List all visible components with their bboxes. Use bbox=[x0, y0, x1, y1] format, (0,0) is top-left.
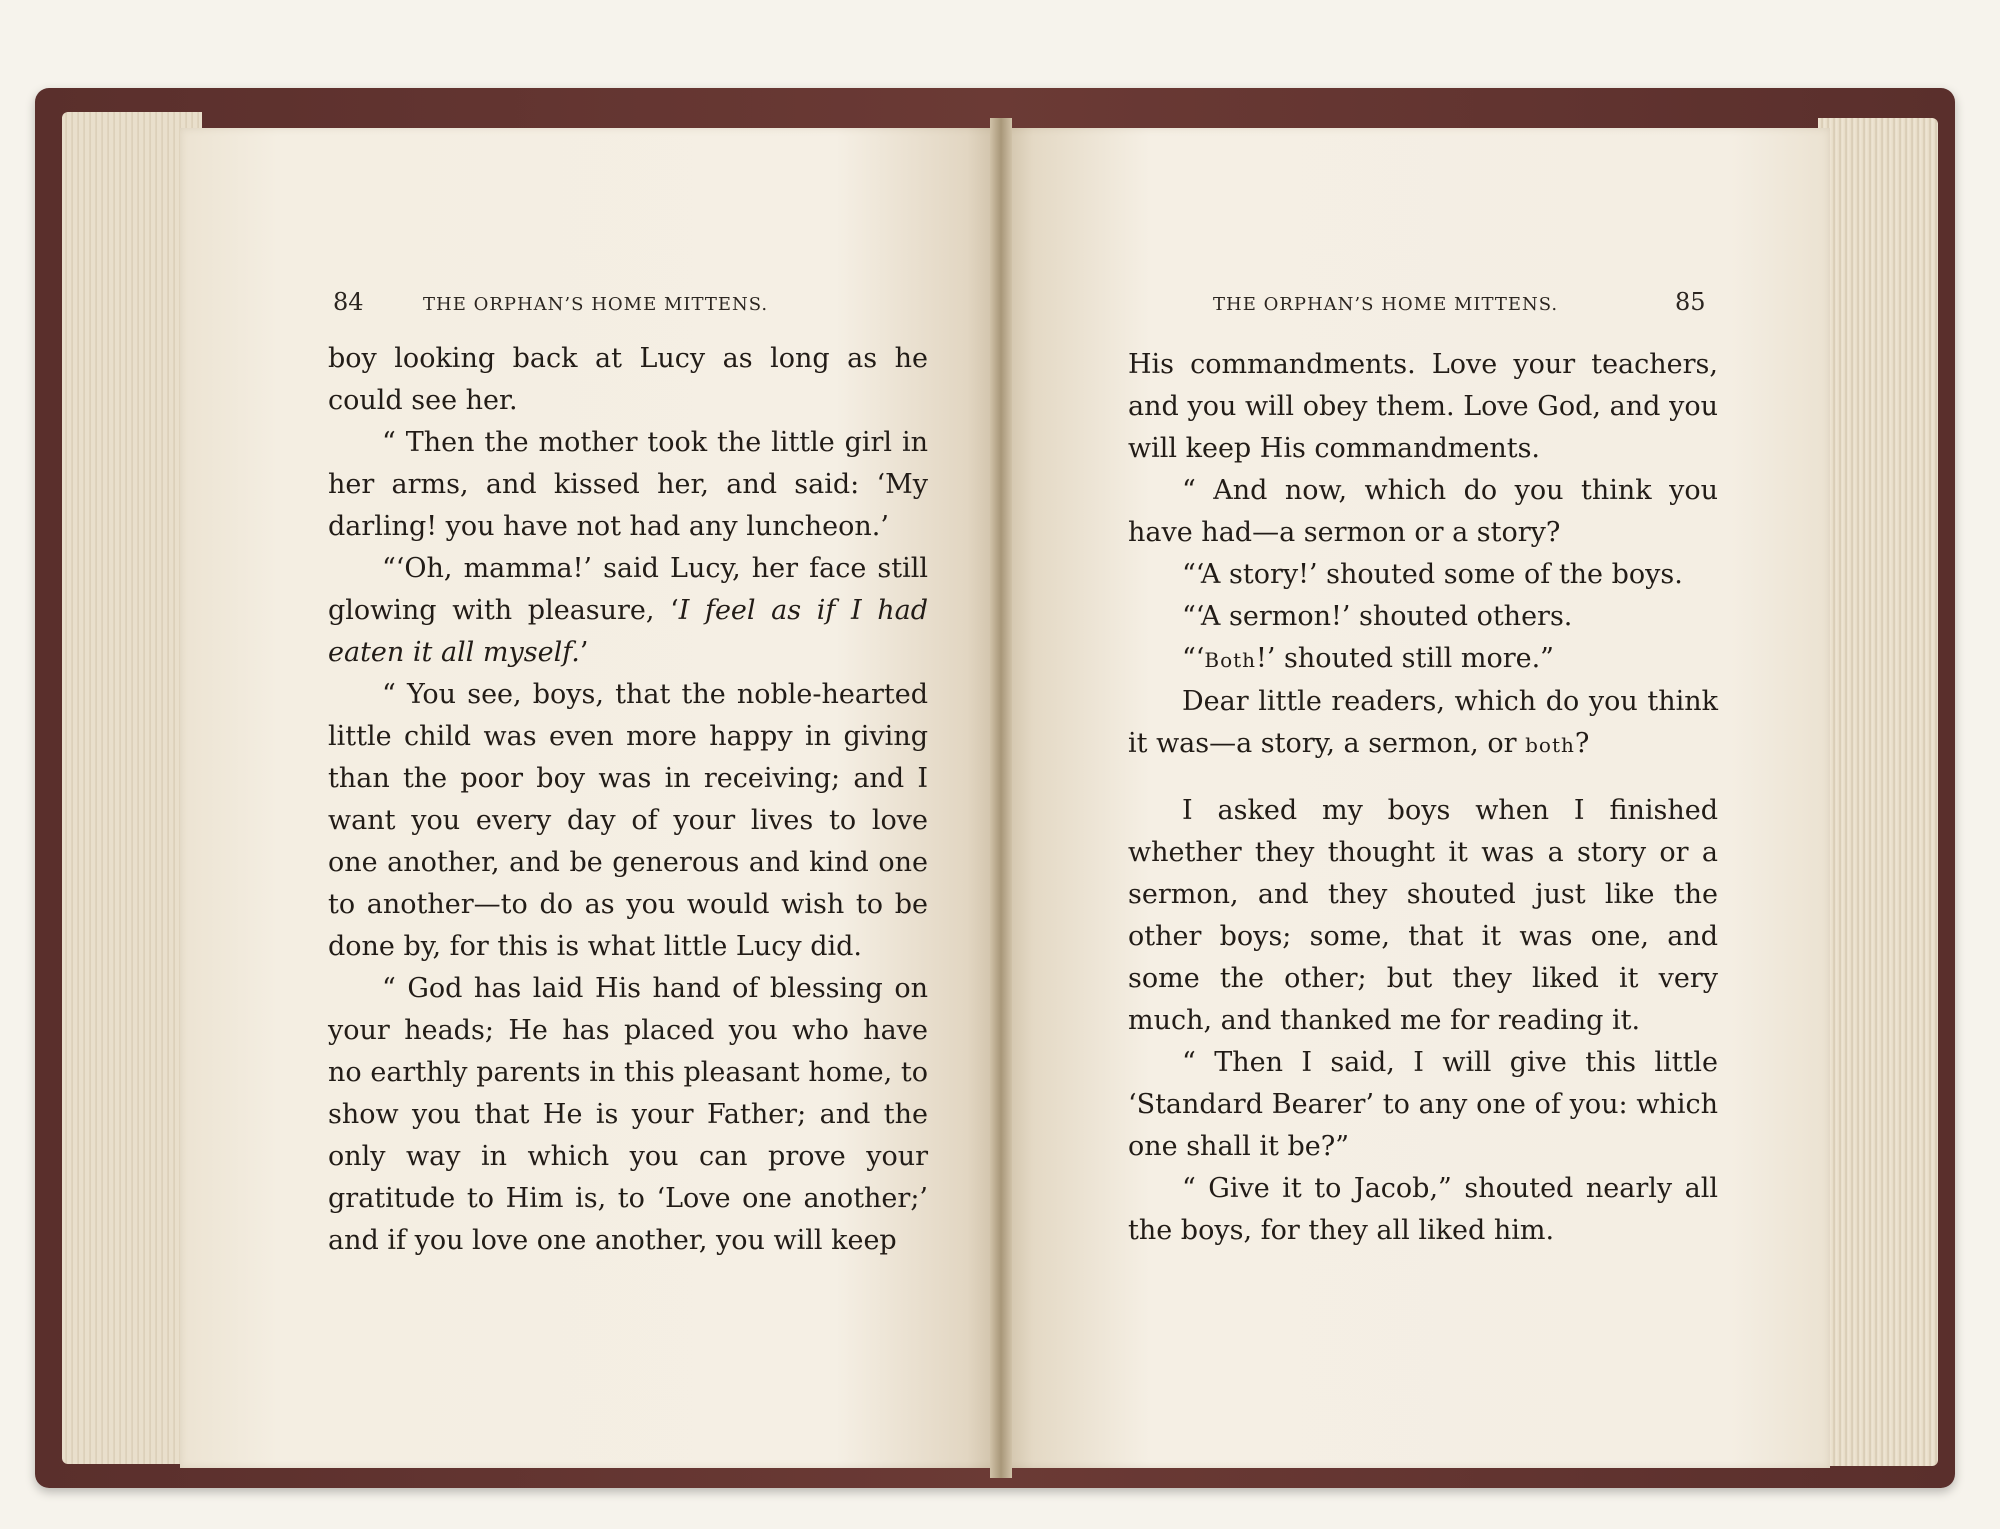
right-both-smallcaps: Both bbox=[1204, 648, 1257, 672]
left-paragraph-3 bbox=[328, 548, 928, 674]
left-running-head: THE ORPHAN’S HOME MITTENS. bbox=[423, 294, 769, 315]
right-page-number: 85 bbox=[1675, 288, 1706, 316]
left-page-number: 84 bbox=[333, 288, 364, 316]
right-running-head: THE ORPHAN’S HOME MITTENS. bbox=[1213, 294, 1559, 315]
book-gutter bbox=[990, 118, 1012, 1478]
left-paragraph-5: “ God has laid His hand of blessing on your heads; He has placed you who have no earthly parents in this pleasant home, to show you that He is your Father; and the only way in which you can prove your gratitude to Him is, to ‘Love one another;’ and if you love one another, you will keep bbox=[328, 973, 928, 1256]
right-paragraph-1: His commandments. Love your teachers, and you will obey them. Love God, and you will keep His commandments. bbox=[1128, 349, 1718, 464]
left-italic-quote: I feel as if I had eaten it all myself. bbox=[328, 595, 928, 668]
left-page bbox=[180, 128, 1000, 1468]
right-paragraph-9: “ Give it to Jacob,” shouted nearly all the boys, for they all liked him. bbox=[1128, 1173, 1718, 1246]
left-paragraph-4: “ You see, boys, that the noble-hearted little child was even more happy in giving than the poor boy was in receiving; and I want you every day of your lives to love one another, and be generous and kind one to another—to do as you would wish to be done by, for this is what little Lucy did. bbox=[328, 679, 928, 962]
right-paragraph-8: “ Then I said, I will give this little ‘Standard Bearer’ to any one of you: which one shall it be?” bbox=[1128, 1047, 1718, 1162]
left-paragraph-1: boy looking back at Lucy as long as he could see her. bbox=[328, 343, 928, 416]
right-paragraph-6 bbox=[1128, 681, 1718, 766]
left-paragraph-3-text: “‘Oh, mamma!’ said Lucy, her face still glowing with pleasure, ‘ bbox=[328, 553, 928, 626]
right-paragraph-5 bbox=[1128, 638, 1718, 681]
left-italic-close: ’ bbox=[579, 637, 589, 668]
right-page bbox=[1000, 128, 1830, 1468]
right-paragraph-5-tail: !’ shouted still more.” bbox=[1256, 643, 1554, 674]
right-paragraph-3: “‘A story!’ shouted some of the boys. bbox=[1182, 559, 1683, 590]
right-paragraph-6-text: Dear little readers, which do you think it was—a story, a sermon, or bbox=[1128, 686, 1718, 759]
left-paragraph-2: “ Then the mother took the little girl in her arms, and kissed her, and said: ‘My darling! you have not had any luncheon.’ bbox=[328, 427, 928, 542]
right-paragraph-7: I asked my boys when I finished whether they thought it was a story or a sermon, and they shouted just like the other boys; some, that it was one, and some the other; but they liked it very much, and thanked me for reading it. bbox=[1128, 795, 1718, 1036]
left-page-text bbox=[328, 338, 928, 1262]
right-paragraph-6-tail: ? bbox=[1574, 728, 1590, 759]
right-paragraph-2: “ And now, which do you think you have had—a sermon or a story? bbox=[1128, 475, 1718, 548]
right-both-smallcaps-2: both bbox=[1525, 733, 1575, 757]
right-paragraph-4: “‘A sermon!’ shouted others. bbox=[1182, 601, 1573, 632]
right-page-text bbox=[1128, 344, 1718, 1252]
right-paragraph-5-open: “‘ bbox=[1182, 643, 1205, 674]
right-page-edges bbox=[1818, 118, 1938, 1466]
